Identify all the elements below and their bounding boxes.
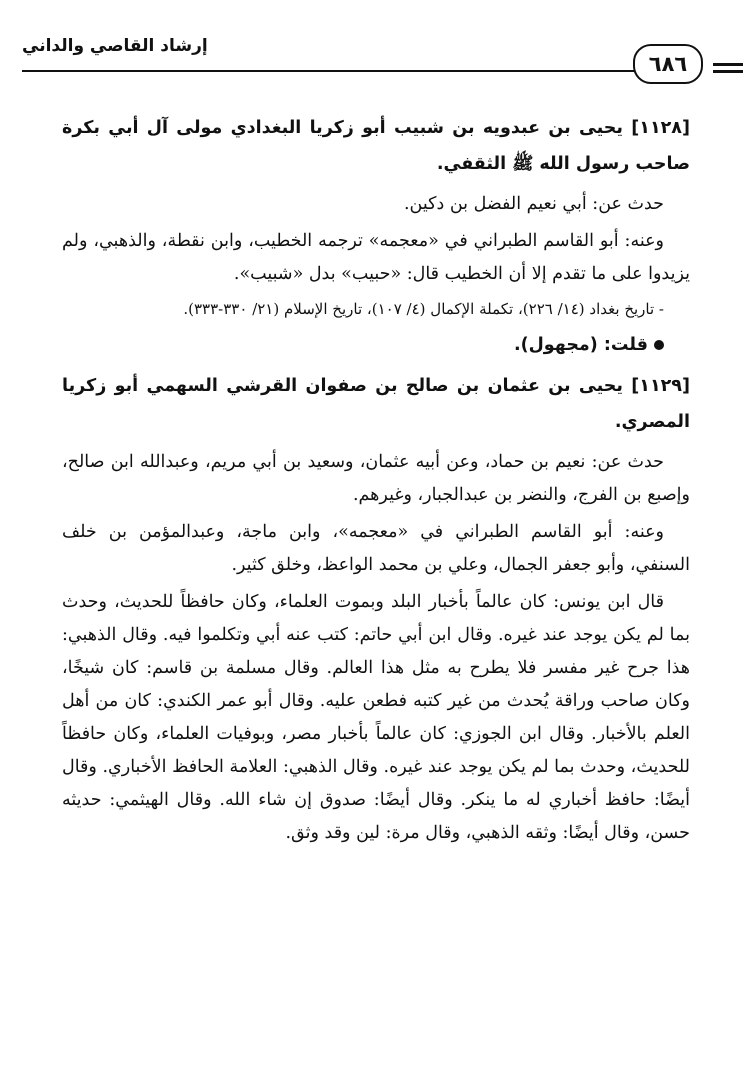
verdict [62,329,690,362]
bullet-icon [654,340,664,350]
verdict-text: قلت: (مجهول). [513,335,648,355]
entry-heading: [١١٢٨] يحيى بن عبدويه بن شبيب أبو زكريا البغدادي مولى آل أبي بكرة صاحب رسول الله ﷺ الثقفي. [62,118,690,174]
sources-note: - تاريخ بغداد (١٤/ ٢٢٦)، تكملة الإكمال (٤/ ١٠٧)، تاريخ الإسلام (٢١/ ٣٣٠-٣٣٣). [183,300,664,318]
narrators: وعنه: أبو القاسم الطبراني في «معجمه»، وابن ماجة، وعبدالمؤمن بن خلف السنفي، وأبو جعفر الجمال، وعلي بن محمد الواعظ، وخلق كثير. [62,522,690,575]
header-rule [22,70,691,72]
biography-text: قال ابن يونس: كان عالماً بأخبار البلد وبموت العلماء، وكان حافظاً للحديث، وحدث بما لم يكن يوجد عند غيره. وقال ابن أبي حاتم: كتب عنه أبي وتكلموا فيه. وقال الذهبي: هذا جرح غير مفسر فلا يطرح به مثل هذا العالم. وقال مسلمة بن قاسم: كان شيخًا، وكان صاحب وراقة يُحدث من غير كتبه فطعن عليه. وقال أبو عمر الكندي: كان من أهل العلم بالأخبار. وقال ابن الجوزي: كان عالماً بأخبار مصر، وبوفيات العلماء، وكان حافظاً للحديث، وحدث بما لم يكن يوجد عند غيره. وقال الذهبي: العلامة الحافظ الأخباري. وقال أيضًا: حافظ أخباري له ما ينكر. وقال أيضًا: صدوق إن شاء الله. وقال الهيثمي: حديثه حسن، وقال أيضًا: وثقه الذهبي، وقال مرة: لين وقد وثق. [62,592,690,843]
entry-heading: [١١٢٩] يحيى بن عثمان بن صالح بن صفوان القرشي السهمي أبو زكريا المصري. [62,376,690,432]
running-title: إرشاد القاصي والداني [22,36,208,56]
narrated-from: حدث عن: أبي نعيم الفضل بن دكين. [403,194,664,214]
header-dash-top [713,63,743,66]
header-dash-bottom [713,70,743,73]
page-content [62,110,690,854]
page-header [22,28,691,90]
page-number: ٦٨٦ [633,44,703,84]
narrators: وعنه: أبو القاسم الطبراني في «معجمه» ترجمه الخطيب، وابن نقطة، والذهبي، ولم يزيدوا على ما تقدم إلا أن الخطيب قال: «حبيب» بدل «شبيب». [62,231,690,284]
narrated-from: حدث عن: نعيم بن حماد، وعن أبيه عثمان، وسعيد بن أبي مريم، وعبدالله ابن صالح، وإصبع بن الفرج، والنضر بن عبدالجبار، وغيرهم. [62,452,690,505]
